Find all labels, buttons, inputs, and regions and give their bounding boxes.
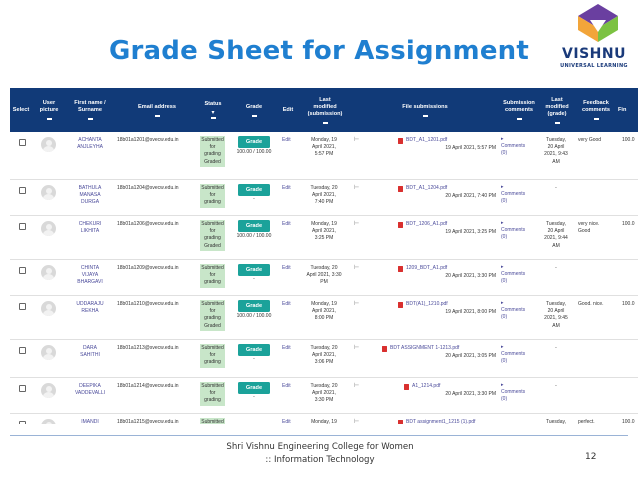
caret-right-icon: ▸ — [501, 184, 504, 190]
select-checkbox[interactable] — [19, 267, 26, 274]
pdf-file-icon — [398, 222, 403, 228]
status-badge: Submitted for grading — [200, 344, 225, 368]
avatar — [41, 419, 56, 424]
table-row — [10, 132, 638, 180]
student-email: 18b01a1206@svecw.edu.in — [117, 221, 179, 227]
table-row — [10, 216, 638, 260]
table-header — [10, 88, 638, 132]
status-badge: Submitted for grading Graded — [200, 220, 225, 251]
table-row — [10, 414, 638, 424]
footer-college: Shri Vishnu Engineering College for Women — [226, 442, 414, 452]
header-email[interactable]: Email address — [117, 88, 197, 132]
last-modified-grade: Tuesday, 20 April 2021, 9:43 AM — [544, 137, 568, 165]
caret-right-icon: ▸ — [501, 220, 504, 226]
pdf-file-icon — [398, 138, 403, 144]
student-name[interactable]: IMANDI — [81, 419, 99, 424]
header-edit[interactable]: Edit — [282, 106, 294, 113]
expand-icon[interactable]: ⊢ — [354, 265, 360, 271]
comments-link[interactable]: ▸ Comments (0) — [501, 264, 526, 285]
header-final[interactable]: Fin — [618, 106, 627, 113]
last-modified-grade: - — [555, 345, 557, 351]
student-name[interactable]: ACHANTA ANJLEYHA — [77, 137, 103, 151]
status-badge: Submitted for grading — [200, 184, 225, 208]
feedback-comment: perfect. — [578, 419, 595, 424]
select-checkbox[interactable] — [19, 421, 26, 424]
slide-title: Grade Sheet for Assignment — [108, 36, 529, 66]
comments-link[interactable]: ▸ Comments (0) — [501, 382, 526, 403]
last-modified-submission: Monday, 19 April 2021, 3:25 PM — [311, 221, 337, 242]
edit-link[interactable]: Edit — [282, 265, 291, 271]
edit-link[interactable]: Edit — [282, 221, 291, 227]
student-email: 18b01a1204@svecw.edu.in — [117, 185, 179, 191]
student-name[interactable]: UDDARAJU REKHA — [76, 301, 104, 315]
grade-value: - — [253, 276, 255, 282]
pdf-file-icon — [398, 266, 403, 272]
grade-button[interactable]: Grade — [238, 136, 270, 148]
comments-link[interactable]: ▸ Comments (0) — [501, 184, 526, 205]
grade-button[interactable]: Grade — [238, 220, 270, 232]
student-email: 18b01a1210@svecw.edu.in — [117, 301, 179, 307]
grade-value: 100.00 / 100.00 — [236, 313, 272, 319]
file-date: 20 April 2021, 3:30 PM — [445, 391, 496, 397]
student-name[interactable]: BATHULA MANASA DURGA — [78, 185, 102, 206]
expand-icon[interactable]: ⊢ — [354, 185, 360, 191]
last-modified-grade: - — [555, 265, 557, 271]
student-name[interactable]: CHEKURI LIKHITA — [78, 221, 102, 235]
comments-link[interactable]: ▸ Comments (0) — [501, 344, 526, 365]
student-name[interactable]: DARA SAHITHI — [80, 345, 100, 359]
file-date: 19 April 2021, 8:00 PM — [445, 309, 496, 315]
select-checkbox[interactable] — [19, 139, 26, 146]
pdf-file-icon — [404, 384, 409, 390]
header-submission-comments[interactable]: Submission comments — [500, 88, 538, 132]
edit-link[interactable]: Edit — [282, 419, 291, 424]
status-badge: Submitted — [200, 418, 225, 424]
caret-right-icon: ▸ — [501, 264, 504, 270]
header-feedback-comments[interactable]: Feedback comments — [576, 88, 616, 132]
last-modified-grade: Tuesday, — [545, 419, 566, 424]
student-email: 18b01a1214@svecw.edu.in — [117, 383, 179, 389]
status-badge: Submitted for grading — [200, 264, 225, 288]
footer-department: :: Information Technology — [265, 455, 375, 465]
grading-table — [10, 88, 638, 424]
header-file-submissions[interactable]: File submissions — [350, 88, 500, 132]
file-link[interactable]: BDT ASSIGNMENT 1-1213.pdf — [390, 345, 460, 351]
avatar — [41, 301, 56, 316]
logo-wordmark: VISHNU — [562, 46, 626, 62]
last-modified-submission: Tuesday, 20 April 2021, 3:06 PM — [310, 345, 338, 366]
grade-value: - — [253, 394, 255, 400]
file-link[interactable]: BDT_A1_1201.pdf — [406, 137, 448, 143]
pdf-file-icon — [398, 302, 403, 308]
header-name[interactable]: First name / Surname — [64, 88, 116, 132]
grade-button[interactable]: Grade — [238, 382, 270, 394]
logo-tagline: UNIVERSAL LEARNING — [560, 63, 628, 69]
expand-icon[interactable]: ⊢ — [354, 345, 360, 351]
final-grade: 100.0 — [622, 137, 635, 143]
grade-value: 100.00 / 100.00 — [236, 233, 272, 239]
grade-value: - — [253, 196, 255, 202]
footer — [180, 441, 460, 467]
file-link[interactable]: BDT(A1)_1210.pdf — [406, 301, 448, 307]
student-name[interactable]: DEEPIKA VADDEVALLI — [74, 383, 106, 397]
final-grade: 100.0 — [622, 419, 635, 424]
final-grade: 100.0 — [622, 301, 635, 307]
select-checkbox[interactable] — [19, 385, 26, 392]
grade-button[interactable]: Grade — [238, 264, 270, 276]
final-grade: 100.0 — [622, 221, 635, 227]
last-modified-grade: Tuesday, 20 April 2021, 9:45 AM — [544, 301, 568, 329]
file-link[interactable]: 1209_BDT_A1.pdf — [406, 265, 448, 271]
last-modified-submission: Tuesday, 20 April 2021, 7:40 PM — [310, 185, 338, 206]
expand-icon[interactable]: ⊢ — [354, 383, 360, 389]
grade-value: - — [253, 356, 255, 362]
last-modified-submission: Tuesday, 20 April 2021, 3:30 PM — [306, 265, 342, 286]
status-badge: Submitted for grading Graded — [200, 300, 225, 331]
status-badge: Submitted for grading — [200, 382, 225, 406]
table-row — [10, 260, 638, 296]
grade-button[interactable]: Grade — [238, 184, 270, 196]
grade-button[interactable]: Grade — [238, 300, 270, 312]
select-checkbox[interactable] — [19, 347, 26, 354]
feedback-comment: very nice. Good — [578, 221, 600, 235]
student-name[interactable]: CHINTA VIJAYA BHARGAVI — [77, 265, 103, 286]
select-checkbox[interactable] — [19, 187, 26, 194]
grade-value: 100.00 / 100.00 — [236, 149, 272, 155]
expand-icon[interactable]: ⊢ — [354, 301, 360, 307]
grade-button[interactable]: Grade — [238, 344, 270, 356]
sort-icon: ▾ — [211, 110, 215, 116]
comments-link[interactable]: ▸ Comments (0) — [501, 300, 526, 321]
edit-link[interactable]: Edit — [282, 301, 291, 307]
caret-right-icon: ▸ — [501, 382, 504, 388]
edit-link[interactable]: Edit — [282, 185, 291, 191]
expand-icon[interactable]: ⊢ — [354, 221, 360, 227]
comments-link[interactable]: ▸ Comments (0) — [501, 220, 526, 241]
file-date: 20 April 2021, 3:05 PM — [445, 353, 496, 359]
file-date: 20 April 2021, 7:40 PM — [445, 193, 496, 199]
last-modified-submission: Monday, 19 — [311, 419, 337, 424]
last-modified-submission: Tuesday, 20 April 2021, 3:30 PM — [310, 383, 338, 404]
select-checkbox[interactable] — [19, 223, 26, 230]
page-number: 12 — [585, 452, 597, 462]
file-link[interactable]: BDT_1206_A1.pdf — [406, 221, 448, 227]
file-date: 19 April 2021, 3:25 PM — [445, 229, 496, 235]
pdf-file-icon — [398, 186, 403, 192]
header-last-modified[interactable]: Last modified (submission) — [302, 88, 348, 132]
caret-right-icon: ▸ — [501, 300, 504, 306]
file-link[interactable]: BDT_A1_1204.pdf — [406, 185, 448, 191]
pdf-file-icon — [382, 346, 387, 352]
pdf-file-icon — [398, 420, 403, 424]
file-date: 20 April 2021, 3:30 PM — [445, 273, 496, 279]
avatar — [41, 383, 56, 398]
edit-link[interactable]: Edit — [282, 345, 291, 351]
header-grade[interactable]: Grade — [234, 88, 274, 132]
avatar — [41, 137, 56, 152]
avatar — [41, 185, 56, 200]
caret-right-icon: ▸ — [501, 344, 504, 350]
table-row — [10, 180, 638, 216]
student-email: 18b01a1209@svecw.edu.in — [117, 265, 179, 271]
avatar — [41, 265, 56, 280]
last-modified-submission: Monday, 19 April 2021, 5:57 PM — [311, 137, 337, 158]
file-link[interactable]: A1_1214.pdf — [412, 383, 441, 389]
file-date: 19 April 2021, 5:57 PM — [445, 145, 496, 151]
header-user-picture[interactable]: User picture — [36, 88, 62, 132]
student-email: 18b01a1215@svecw.edu.in — [117, 419, 179, 424]
table-row — [10, 340, 638, 378]
last-modified-grade: - — [555, 185, 557, 191]
comments-link[interactable]: ▸ Comments (0) — [501, 136, 526, 157]
avatar — [41, 221, 56, 236]
table-row — [10, 296, 638, 340]
expand-icon[interactable]: ⊢ — [354, 137, 360, 143]
expand-icon[interactable]: ⊢ — [354, 419, 360, 424]
edit-link[interactable]: Edit — [282, 383, 291, 389]
feedback-comment: Good. nice. — [578, 301, 604, 307]
student-email: 18b01a1201@svecw.edu.in — [117, 137, 179, 143]
header-last-modified-grade[interactable]: Last modified (grade) — [540, 88, 574, 132]
student-email: 18b01a1213@svecw.edu.in — [117, 345, 179, 351]
caret-right-icon: ▸ — [501, 136, 504, 142]
edit-link[interactable]: Edit — [282, 137, 291, 143]
last-modified-grade: Tuesday, 20 April 2021, 9:44 AM — [544, 221, 568, 249]
table-row — [10, 378, 638, 414]
feedback-comment: very Good — [578, 137, 602, 143]
status-badge: Submitted for grading Graded — [200, 136, 225, 167]
select-checkbox[interactable] — [19, 303, 26, 310]
avatar — [41, 345, 56, 360]
file-link[interactable]: BDT assignment1_1215 (1).pdf — [406, 419, 476, 424]
footer-divider — [10, 435, 628, 436]
header-select[interactable]: Select — [12, 106, 30, 113]
last-modified-grade: - — [555, 383, 557, 389]
last-modified-submission: Monday, 19 April 2021, 8:00 PM — [311, 301, 337, 322]
header-status[interactable]: Status ▾ — [198, 88, 228, 132]
